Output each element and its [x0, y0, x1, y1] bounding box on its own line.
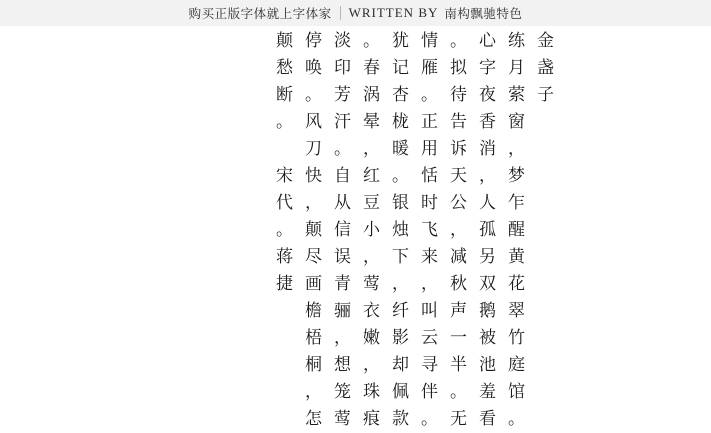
character-cell: 颠 — [305, 220, 322, 240]
character-cell: 子 — [537, 85, 554, 105]
character-row — [212, 244, 525, 271]
character-cell-empty — [212, 406, 241, 433]
character-cell-empty — [531, 271, 560, 298]
character-cell: 唤 — [305, 58, 322, 78]
character-cell: ， — [363, 355, 380, 375]
character-cell: 檐 — [305, 301, 322, 321]
character-cell: 怎 — [305, 409, 322, 429]
character-cell-empty — [212, 271, 241, 298]
character-cell-empty — [270, 325, 299, 352]
character-cell: 云 — [421, 328, 438, 348]
character-cell-empty — [212, 82, 241, 109]
character-row — [212, 190, 525, 217]
character-cell: 。 — [305, 85, 322, 105]
character-cell: 寻 — [421, 355, 438, 375]
character-cell: 莺 — [334, 409, 351, 429]
character-cell-empty — [270, 379, 299, 406]
character-cell: 。 — [276, 112, 293, 132]
character-row — [212, 109, 525, 136]
character-cell-empty — [241, 82, 270, 109]
character-cell: 代 — [276, 193, 293, 213]
character-cell: 从 — [334, 193, 351, 213]
character-cell: 印 — [334, 58, 351, 78]
character-cell-empty — [241, 55, 270, 82]
character-cell-empty — [212, 298, 241, 325]
character-cell: 宋 — [276, 166, 293, 186]
character-cell: 银 — [392, 193, 409, 213]
character-cell: 诉 — [450, 139, 467, 159]
character-cell: 红 — [363, 166, 380, 186]
character-cell-empty — [531, 379, 560, 406]
character-cell: 莺 — [363, 274, 380, 294]
character-cell: 春 — [363, 58, 380, 78]
character-cell: 蒋 — [276, 247, 293, 267]
character-cell: 。 — [421, 85, 438, 105]
banner-brand-name: 南构飘驰特色 — [444, 6, 523, 21]
character-cell: 秋 — [450, 274, 467, 294]
character-cell-empty — [241, 136, 270, 163]
character-row — [212, 55, 554, 82]
character-cell: 心 — [479, 31, 496, 51]
character-cell: 。 — [334, 139, 351, 159]
character-cell: 正 — [421, 112, 438, 132]
character-cell: 叫 — [421, 301, 438, 321]
character-cell-empty — [212, 136, 241, 163]
character-cell-empty — [531, 109, 560, 136]
character-cell: 练 — [508, 31, 525, 51]
character-cell: 人 — [479, 193, 496, 213]
character-cell: 暖 — [392, 139, 409, 159]
character-cell: 竹 — [508, 328, 525, 348]
character-cell: 自 — [334, 166, 351, 186]
character-cell: 庭 — [508, 355, 525, 375]
character-cell-empty — [531, 406, 560, 433]
character-row — [212, 406, 525, 433]
character-cell: ， — [421, 274, 438, 294]
banner-content — [189, 4, 523, 22]
character-cell-empty — [241, 298, 270, 325]
character-cell: 小 — [363, 220, 380, 240]
character-cell-empty — [531, 190, 560, 217]
character-cell: ， — [305, 193, 322, 213]
character-cell-empty — [241, 28, 270, 55]
character-cell: 盏 — [537, 58, 554, 78]
character-cell-empty — [212, 190, 241, 217]
character-cell-empty — [212, 244, 241, 271]
character-row — [212, 82, 554, 109]
character-row — [212, 325, 525, 352]
character-cell: 。 — [450, 382, 467, 402]
character-cell-empty — [241, 217, 270, 244]
character-cell: 尽 — [305, 247, 322, 267]
character-cell: ， — [363, 247, 380, 267]
character-cell-empty — [241, 109, 270, 136]
character-cell: 用 — [421, 139, 438, 159]
character-cell: 嫩 — [363, 328, 380, 348]
character-cell-empty — [270, 352, 299, 379]
character-cell: 青 — [334, 274, 351, 294]
character-cell-empty — [212, 55, 241, 82]
character-cell: 雁 — [421, 58, 438, 78]
character-cell: 珠 — [363, 382, 380, 402]
character-cell: 另 — [479, 247, 496, 267]
character-cell: 梧 — [305, 328, 322, 348]
character-cell-empty — [270, 136, 299, 163]
character-cell: 醒 — [508, 220, 525, 240]
character-cell: 衣 — [363, 301, 380, 321]
character-row — [212, 271, 525, 298]
character-cell: 双 — [479, 274, 496, 294]
character-cell: 告 — [450, 112, 467, 132]
character-cell: 窗 — [508, 112, 525, 132]
character-row — [212, 379, 525, 406]
character-cell: 公 — [450, 193, 467, 213]
character-cell: 飞 — [421, 220, 438, 240]
character-cell: 时 — [421, 193, 438, 213]
character-cell: 黄 — [508, 247, 525, 267]
character-cell: 。 — [421, 409, 438, 429]
character-cell: 池 — [479, 355, 496, 375]
character-cell: 骊 — [334, 301, 351, 321]
character-cell: 一 — [450, 328, 467, 348]
banner-written-by-label: WRITTEN BY — [348, 5, 439, 20]
banner-separator — [340, 6, 341, 20]
character-row — [212, 136, 525, 163]
character-cell: 纤 — [392, 301, 409, 321]
character-cell: 想 — [334, 355, 351, 375]
character-cell: 馆 — [508, 382, 525, 402]
character-cell: 梦 — [508, 166, 525, 186]
character-cell: 笼 — [334, 382, 351, 402]
character-cell: 伴 — [421, 382, 438, 402]
character-cell: 汗 — [334, 112, 351, 132]
character-cell-empty — [212, 109, 241, 136]
character-cell: 愁 — [276, 58, 293, 78]
character-cell: 鹅 — [479, 301, 496, 321]
character-cell: 芳 — [334, 85, 351, 105]
character-cell-empty — [241, 190, 270, 217]
character-cell-empty — [531, 136, 560, 163]
character-row — [212, 217, 525, 244]
character-cell: 。 — [508, 409, 525, 429]
character-cell: 字 — [479, 58, 496, 78]
character-cell: 信 — [334, 220, 351, 240]
character-cell: 犹 — [392, 31, 409, 51]
character-cell: 停 — [305, 31, 322, 51]
character-cell-empty — [241, 244, 270, 271]
character-cell: 花 — [508, 274, 525, 294]
character-cell-empty — [212, 379, 241, 406]
character-cell-empty — [241, 406, 270, 433]
character-cell: 桐 — [305, 355, 322, 375]
character-cell: 误 — [334, 247, 351, 267]
character-cell: 颠 — [276, 31, 293, 51]
character-cell: ， — [334, 328, 351, 348]
character-cell-empty — [270, 298, 299, 325]
character-cell: ， — [305, 382, 322, 402]
character-cell: 金 — [537, 31, 554, 51]
character-cell: 夜 — [479, 85, 496, 105]
character-cell: 烛 — [392, 220, 409, 240]
character-cell: 。 — [363, 31, 380, 51]
character-cell: ， — [508, 139, 525, 159]
character-cell: 却 — [392, 355, 409, 375]
character-cell: 翠 — [508, 301, 525, 321]
character-cell: 记 — [392, 58, 409, 78]
character-cell: 恬 — [421, 166, 438, 186]
character-cell-empty — [241, 163, 270, 190]
character-cell-empty — [531, 352, 560, 379]
character-cell: 款 — [392, 409, 409, 429]
character-cell: 断 — [276, 85, 293, 105]
character-cell: 下 — [392, 247, 409, 267]
character-cell: 晕 — [363, 112, 380, 132]
character-cell: 半 — [450, 355, 467, 375]
character-cell: 来 — [421, 247, 438, 267]
banner-promo-text: 购买正版字体就上字体家 — [188, 6, 332, 21]
character-cell-empty — [241, 379, 270, 406]
character-cell-empty — [531, 325, 560, 352]
character-cell: 杏 — [392, 85, 409, 105]
calligraphy-sheet — [0, 26, 711, 429]
character-cell-empty — [241, 325, 270, 352]
character-cell-empty — [212, 163, 241, 190]
character-cell-empty — [241, 352, 270, 379]
character-row — [212, 28, 554, 55]
character-cell-empty — [241, 271, 270, 298]
character-cell-empty — [531, 163, 560, 190]
character-cell: 消 — [479, 139, 496, 159]
character-cell: 月 — [508, 58, 525, 78]
character-row — [212, 298, 525, 325]
character-cell: ， — [392, 274, 409, 294]
character-cell: 风 — [305, 112, 322, 132]
character-cell: 被 — [479, 328, 496, 348]
character-cell: 待 — [450, 85, 467, 105]
character-cell: 豆 — [363, 193, 380, 213]
character-cell: 孤 — [479, 220, 496, 240]
watermark-banner — [0, 0, 711, 27]
character-cell: 画 — [305, 274, 322, 294]
character-cell: ， — [450, 220, 467, 240]
character-cell: 。 — [450, 31, 467, 51]
character-cell: 香 — [479, 112, 496, 132]
character-cell-empty — [212, 352, 241, 379]
character-cell: 看 — [479, 409, 496, 429]
character-cell: 拟 — [450, 58, 467, 78]
character-cell: 羞 — [479, 382, 496, 402]
character-cell: ， — [363, 139, 380, 159]
character-cell: 佩 — [392, 382, 409, 402]
character-cell: ， — [479, 166, 496, 186]
character-cell-empty — [212, 217, 241, 244]
character-cell-empty — [212, 28, 241, 55]
character-cell: 减 — [450, 247, 467, 267]
character-cell: 痕 — [363, 409, 380, 429]
character-cell-empty — [531, 217, 560, 244]
character-cell: 栊 — [392, 112, 409, 132]
character-cell: 萦 — [508, 85, 525, 105]
character-cell: 影 — [392, 328, 409, 348]
character-cell-empty — [212, 325, 241, 352]
character-cell: 涡 — [363, 85, 380, 105]
character-cell: 刀 — [305, 139, 322, 159]
character-cell: 乍 — [508, 193, 525, 213]
character-cell: 捷 — [276, 274, 293, 294]
character-cell-empty — [270, 406, 299, 433]
character-cell: 情 — [421, 31, 438, 51]
character-cell-empty — [531, 244, 560, 271]
character-cell: 。 — [392, 166, 409, 186]
character-cell-empty — [531, 298, 560, 325]
character-cell: 快 — [305, 166, 322, 186]
character-cell: 。 — [276, 220, 293, 240]
character-cell: 淡 — [334, 31, 351, 51]
character-cell: 无 — [450, 409, 467, 429]
character-row — [212, 352, 525, 379]
character-cell: 天 — [450, 166, 467, 186]
character-cell: 声 — [450, 301, 467, 321]
character-row — [212, 163, 525, 190]
character-grid — [212, 28, 554, 433]
